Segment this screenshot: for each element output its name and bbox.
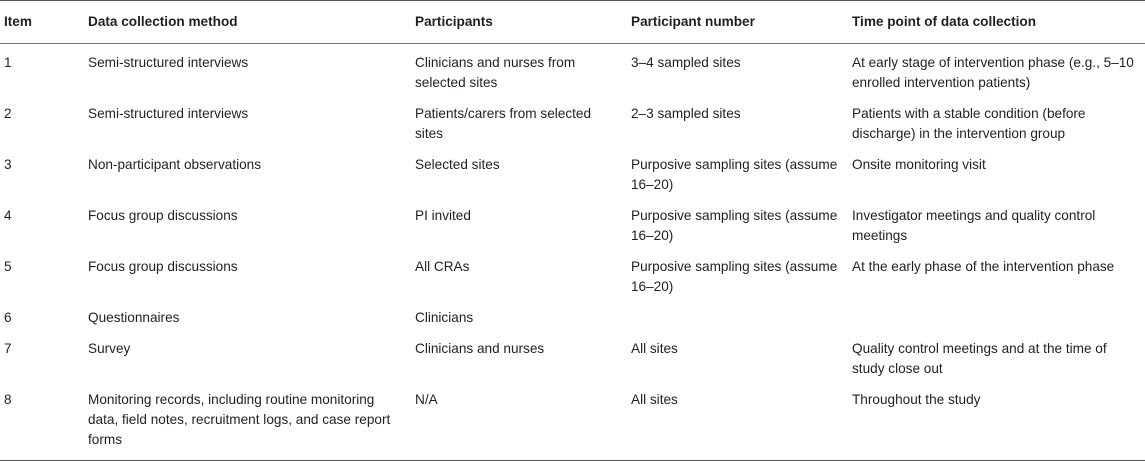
table-header: [0, 1, 1145, 44]
cell-method: Non-participant observations: [88, 157, 262, 172]
header-method: Data collection method: [82, 1, 409, 44]
cell-participants: Clinicians: [415, 310, 474, 325]
cell-item: 1: [4, 55, 12, 70]
cell-participants: Clinicians and nurses from selected sites: [415, 55, 576, 90]
cell-item: 5: [4, 259, 12, 274]
cell-participants: Selected sites: [415, 157, 500, 172]
cell-number: All sites: [631, 341, 678, 356]
cell-item: 3: [4, 157, 12, 172]
cell-time: Throughout the study: [846, 385, 1145, 461]
cell-time: Onsite monitoring visit: [852, 157, 986, 172]
cell-method: Focus group discussions: [88, 259, 238, 274]
table-row: [0, 150, 1145, 201]
table-row: [0, 303, 1145, 334]
cell-method: Focus group discussions: [88, 208, 238, 223]
header-item: Item: [0, 1, 82, 44]
cell-item: 2: [4, 106, 12, 121]
header-time: Time point of data collection: [846, 1, 1145, 44]
cell-time: Quality control meetings and at the time of study close out: [852, 341, 1107, 376]
cell-number: [625, 303, 846, 334]
header-number: Participant number: [625, 1, 846, 44]
table-row: [0, 334, 1145, 385]
cell-participants: PI invited: [415, 208, 471, 223]
cell-number: Purposive sampling sites (assume 16–20): [631, 208, 838, 243]
cell-time: At early stage of intervention phase (e.g., 5–10 enrolled intervention patients): [852, 55, 1134, 90]
table-row: [0, 99, 1145, 150]
cell-participants: All CRAs: [415, 259, 470, 274]
cell-item: 6: [4, 310, 12, 325]
header-participants: Participants: [409, 1, 625, 44]
table-row: [0, 201, 1145, 252]
cell-number: 3–4 sampled sites: [631, 55, 741, 70]
cell-number: Purposive sampling sites (assume 16–20): [631, 157, 838, 192]
table-row: [0, 252, 1145, 303]
header-row: [0, 1, 1145, 44]
cell-time: At the early phase of the intervention phase: [852, 259, 1115, 274]
cell-item: 8: [0, 385, 82, 461]
cell-method: Semi-structured interviews: [88, 55, 249, 70]
cell-method: Survey: [88, 341, 131, 356]
cell-number: 2–3 sampled sites: [631, 106, 741, 121]
cell-item: 7: [4, 341, 12, 356]
cell-item: 4: [4, 208, 12, 223]
cell-participants: N/A: [409, 385, 625, 461]
cell-method: Questionnaires: [88, 310, 180, 325]
table-body: [0, 44, 1145, 461]
cell-time: Investigator meetings and quality control meetings: [852, 208, 1096, 243]
cell-method: Monitoring records, including routine monitoring data, field notes, recruitment logs, and case report forms: [82, 385, 409, 461]
cell-participants: Patients/carers from selected sites: [415, 106, 592, 141]
cell-participants: Clinicians and nurses: [415, 341, 545, 356]
cell-time: Patients with a stable condition (before discharge) in the intervention group: [852, 106, 1086, 141]
cell-number: Purposive sampling sites (assume 16–20): [631, 259, 838, 294]
cell-method: Semi-structured interviews: [88, 106, 249, 121]
cell-number: All sites: [625, 385, 846, 461]
cell-time: [846, 303, 1145, 334]
table-row: [0, 385, 1145, 461]
table-row: [0, 44, 1145, 100]
